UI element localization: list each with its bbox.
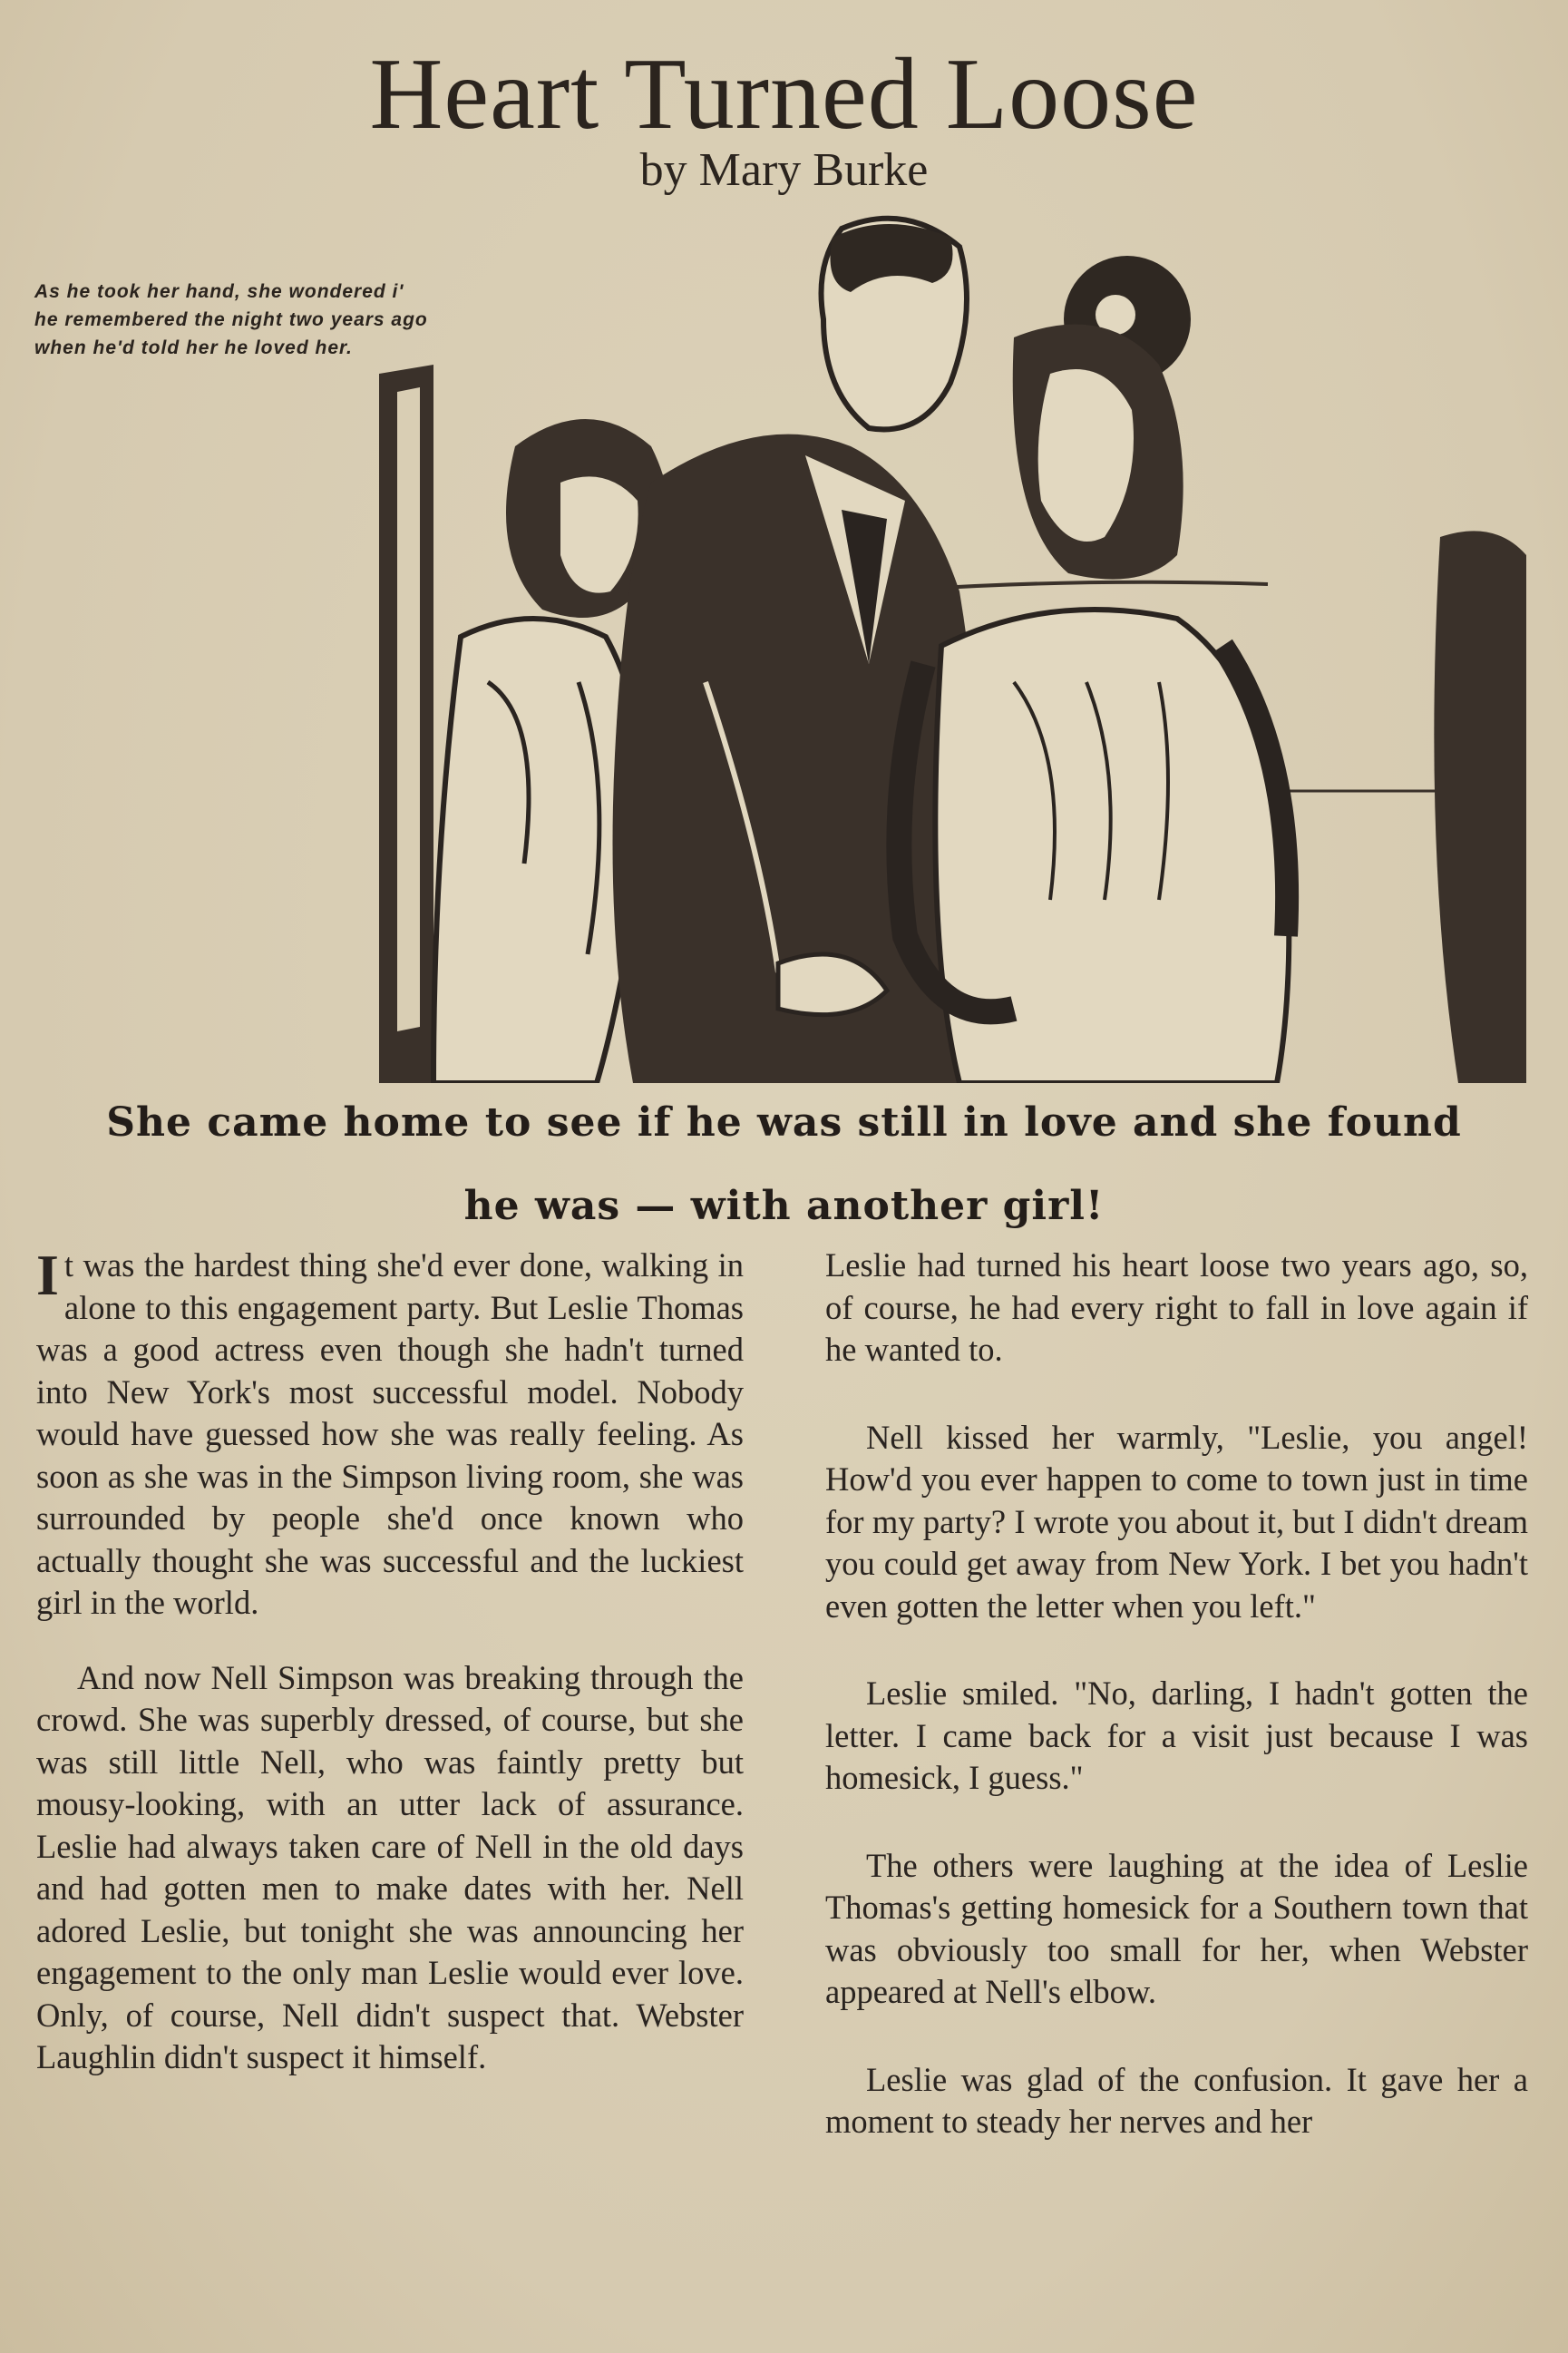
foliage-shape	[1434, 531, 1526, 1083]
story-byline: by Mary Burke	[639, 144, 929, 196]
caption-line: when he'd told her he loved her.	[34, 337, 353, 358]
paragraph: Leslie had turned his heart loose two years ago, so, of course, he had every right to fall in love again if he wanted to.	[825, 1246, 1528, 1368]
story-title: Heart Turned Loose	[369, 38, 1199, 151]
paragraph	[36, 1245, 744, 1625]
paragraph: And now Nell Simpson was breaking through the crowd. She was superbly dressed, of course, but she was still little Nell, who was faintly pretty but mousy-looking, with an utter lack of assurance. Leslie had always taken care of Nell in the old days and had gotten men to make dates with her. Nell adored Leslie, but tonight she was announcing her engagement to the only man Leslie would ever love. Only, of course, Nell didn't suspect that. Webster Laughlin didn't suspect it himself.	[36, 1658, 744, 2075]
paragraph: Nell kissed her warmly, "Leslie, you angel! How'd you ever happen to come to town just in time for my party? I wrote you about it, but I didn't dream you could get away from New York. I bet you hadn't even gotten the letter when you left."	[825, 1418, 1528, 1625]
paragraph-text: t was the hardest thing she'd ever done, walking in alone to this engagement party. But Leslie Thomas was a good actress even though she hadn't turned into New York's most successful model. Nobody would have guessed how she was really feeling. As soon as she was in the Simpson living room, she was surrounded by people she'd once known who actually thought she was successful and the luckiest girl in the world.	[36, 1246, 744, 1621]
right-woman-figure	[899, 256, 1289, 1083]
right-column	[825, 1245, 1528, 2189]
left-column	[36, 1245, 744, 2112]
story-illustration	[379, 210, 1526, 1083]
paragraph: The others were laughing at the idea of Leslie Thomas's getting homesick for a Southern town that was obviously too small for her, when Webster appeared at Nell's elbow.	[825, 1846, 1528, 2010]
headline-line-2: he was — with another girl!	[463, 1183, 1105, 1229]
headline-line-1: She came home to see if he was still in love and she found	[106, 1099, 1462, 1146]
caption-line: he remembered the night two years ago	[34, 309, 428, 330]
paragraph: Leslie was glad of the confusion. It gave her a moment to steady her nerves and her	[825, 2060, 1528, 2140]
drop-cap: I	[36, 1243, 59, 1307]
paragraph: Leslie smiled. "No, darling, I hadn't gotten the letter. I came back for a visit just because I was homesick, I guess."	[825, 1674, 1528, 1796]
caption-line: As he took her hand, she wondered i'	[34, 281, 404, 302]
